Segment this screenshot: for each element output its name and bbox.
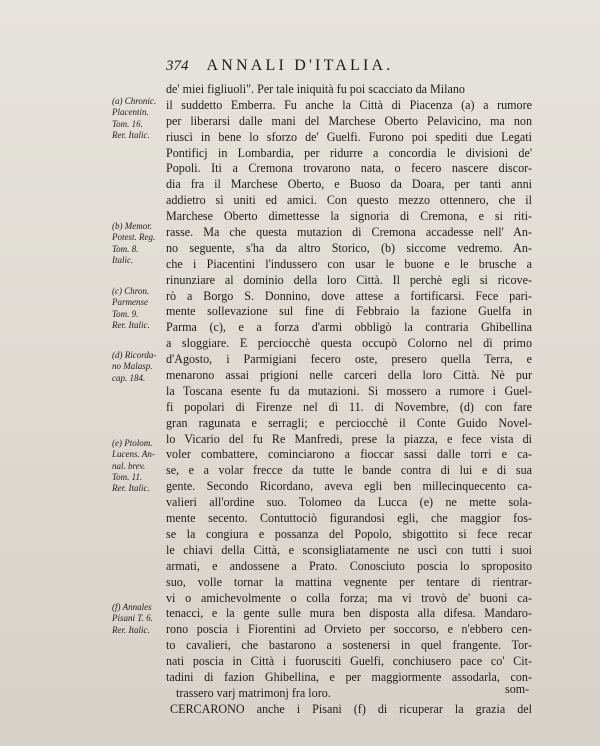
note-line: Tom. 9. [112, 308, 139, 319]
note-line: Potest. Reg. [112, 232, 156, 243]
note-line: Placentin. [112, 107, 149, 118]
text-line: rasse. Ma che questa mutazion di Cremona accadesse nell' An- [166, 225, 532, 240]
text-line: Parma (c), e a forza d'armi obbligò la contraria Ghibellina [166, 320, 532, 335]
text-line: to cavalieri, che bastarono a sostenersi in quel frangente. Tor- [166, 638, 532, 653]
text-line: se la congiura e possanza del Popolo, sbigottito si fece recar [166, 526, 532, 541]
note-line: Lucens. An- [112, 449, 155, 460]
text-line: Pontificj in Lombardia, per ridurre a concordia le divisioni de' [166, 145, 532, 160]
note-line: Parmense [112, 297, 148, 308]
text-line: se, e a volar frecce da tutte le bande contra di lui e di sua [166, 463, 532, 478]
text-line: le chiavi della Città, e sconsigliatamente ne uscì con tutti i suoi [166, 542, 532, 557]
main-text [166, 82, 532, 718]
note-line: nal. brev. [112, 460, 146, 471]
text-line: Marchese Oberto dimettesse la signoria di Cremona, e si riti- [166, 209, 532, 224]
note-line: Rer. Italic. [112, 624, 150, 635]
margin-note-a [112, 96, 168, 141]
note-line: Rer. Italic. [112, 483, 150, 494]
note-line: Tom. 16. [112, 118, 143, 129]
note-line: (f) Annales [112, 602, 152, 612]
text-line: a sloggiare. E perciocchè questa occupò Colorno nel dì primo [166, 336, 532, 351]
paragraph-opening-line: CERCARONO anche i Pisani (f) di ricuperar la grazia del [170, 701, 532, 716]
note-line: no Malasp. [112, 361, 153, 372]
note-line: (a) Chronic. [112, 96, 157, 106]
text-line: valieri all'ordine suo. Tolomeo da Lucca (e) ne mette sola- [166, 495, 532, 510]
note-line: (c) Chron. [112, 286, 150, 296]
text-line: Popoli. Iti a Cremona trovarono nata, o fecero nascere discor- [166, 161, 532, 176]
text-line: nati poscia in Città i fuorusciti Guelfi, conchiusero pace co' Cit- [166, 654, 532, 669]
text-line: che i Piacentini l'indussero con usar le buone e le brusche a [166, 256, 532, 271]
text-line: addietro sì uniti ed amici. Con questo mezzo ottennero, che il [166, 193, 532, 208]
text-line: d'Agosto, i Parmigiani fecero oste, presero quella Terra, e [166, 352, 532, 367]
margin-note-b [112, 221, 168, 266]
text-line: mente secento. Contuttociò figurandosi egli, che maggior fos- [166, 511, 532, 526]
note-line: (b) Memor. [112, 221, 152, 231]
text-line: fi popolari di Firenze nel dì 11. di Novembre, (d) con fare [166, 399, 532, 414]
text-line: lo Vicario del fu Re Manfredi, prese la piazza, e fece vista di [166, 431, 532, 446]
note-line: Pisani T. 6. [112, 613, 153, 624]
text-line: tadini di fazion Ghibellina, e per maggiormente assodarla, con- [166, 669, 532, 684]
text-line: de' miei figliuoli". Per tale iniquità fu poi scacciato da Milano [166, 82, 465, 96]
margin-note-d [112, 350, 168, 384]
text-line: per liberarsi dalle mani del Marchese Oberto Pelavicino, ma non [166, 113, 532, 128]
text-line: suo, volle tornar la mattina vegnente per tentare di rientrar- [166, 574, 532, 589]
page-number: 374 [166, 58, 189, 74]
text-line: rinunziare al dominio della loro Città. Il perchè egli si ricove- [166, 272, 532, 287]
text-line: gente. Secondo Ricordano, aveva egli ben millecinquecento ca- [166, 479, 532, 494]
text-line: vi o amichevolmente o colla forza; ma vi trovò de' buoni ca- [166, 590, 532, 605]
note-line: (e) Ptolom. [112, 438, 153, 448]
note-line: Tom. 8. [112, 243, 139, 254]
note-line: cap. 184. [112, 372, 146, 383]
text-line: armati, e andossene a Prato. Conosciuto poscia lo sproposito [166, 558, 532, 573]
running-header [166, 57, 478, 79]
text-line: il suddetto Emberra. Fu anche la Città di Piacenza (a) a rumore [166, 97, 532, 112]
catchword: som- [505, 682, 530, 696]
text-line: trassero varj matrimonj fra loro. [176, 685, 331, 700]
text-line: menarono assai prigioni nelle carceri della loro Città. Nè pur [166, 368, 532, 383]
text-line: la Toscana esente fu da mutazioni. Si mossero a rumore i Guel- [166, 383, 532, 398]
note-line: Rer. Italic. [112, 129, 150, 140]
note-line: Italic. [112, 254, 134, 265]
running-title: ANNALI D'ITALIA. [206, 57, 394, 74]
note-line: Tom. 11. [112, 471, 143, 482]
note-line: Rer. Italic. [112, 319, 150, 330]
text-line: rò a Borgo S. Donnino, dove attese a fortificarsi. Fece pari- [166, 288, 532, 303]
text-line: tenacci, e la gente sulle mura ben disposta alla difesa. Mandaro- [166, 606, 532, 621]
text-line: riuscì in bene lo sforzo de' Guelfi. Furono poi spediti due Legati [166, 129, 532, 144]
margin-note-f [112, 602, 168, 636]
margin-note-e [112, 438, 168, 494]
text-line: rono poscia i Fiorentini ad Orvieto per soccorso, e n'ebbero cen- [166, 622, 532, 637]
text-line: no seguente, s'ha da altro Storico, (b) siccome vedremo. An- [166, 240, 532, 255]
text-line: dia fra il Marchese Oberto, e Buoso da Doara, per tanti anni [166, 177, 532, 192]
text-line: voler combattere, cominciarono a fioccar sassi dalle torri e ca- [166, 447, 532, 462]
text-line: gran ragunata e serragli; e perciocchè il Conte Guido Novel- [166, 415, 532, 430]
margin-note-c [112, 286, 168, 331]
text-line: mente sollevazione sul fine di Febbraio la fazione Guelfa in [166, 304, 532, 319]
note-line: (d) Ricorda- [112, 350, 157, 360]
